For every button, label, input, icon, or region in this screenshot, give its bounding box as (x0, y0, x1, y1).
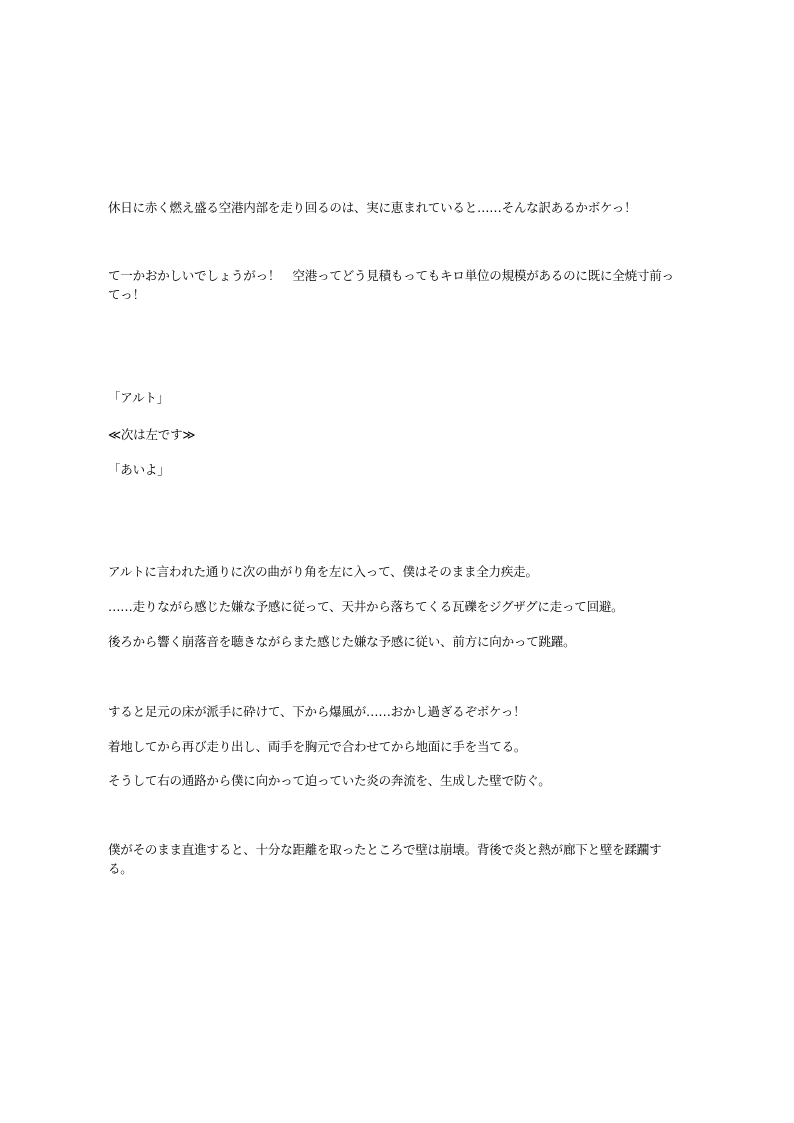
paragraph-8: そうして右の通路から僕に向かって迫っていた炎の奔流を、生成した壁で防ぐ。 (108, 773, 551, 788)
paragraph-3: アルトに言われた通りに次の曲がり角を左に入って、僕はそのまま全力疾走。 (108, 564, 538, 579)
paragraph-2: て一かおかしいでしょうがっ！ 空港ってどう見積もってもキロ単位の規模があるのに既に全焼寸前ってっ！ (108, 268, 674, 302)
paragraph-4: ……走りながら感じた嫌な予感に従って、天井から落ちてくる瓦礫をジグザグに走って回避。 (108, 599, 624, 614)
dialogue-alto-reply: ≪次は左です≫ (108, 427, 196, 442)
paragraph-1: 休日に赤く燃え盛る空港内部を走り回るのは、実に恵まれていると……そんな訳あるかボケっ！ (108, 200, 637, 215)
dialogue-response: 「あいよ」 (108, 462, 170, 477)
paragraph-5: 後ろから響く崩落音を聴きながらまた感じた嫌な予感に従い、前方に向かって跳躍。 (108, 634, 576, 649)
paragraph-7: 着地してから再び走り出し、両手を胸元で合わせてから地面に手を当てる。 (108, 739, 527, 754)
dialogue-alto-call: 「アルト」 (108, 390, 170, 405)
paragraph-6: すると足元の床が派手に砕けて、下から爆風が……おかし過ぎるぞボケっ！ (108, 704, 526, 719)
paragraph-9: 僕がそのまま直進すると、十分な距離を取ったところで壁は崩壊。背後で炎と熱が廊下と壁を蹂躙する。 (108, 842, 662, 876)
